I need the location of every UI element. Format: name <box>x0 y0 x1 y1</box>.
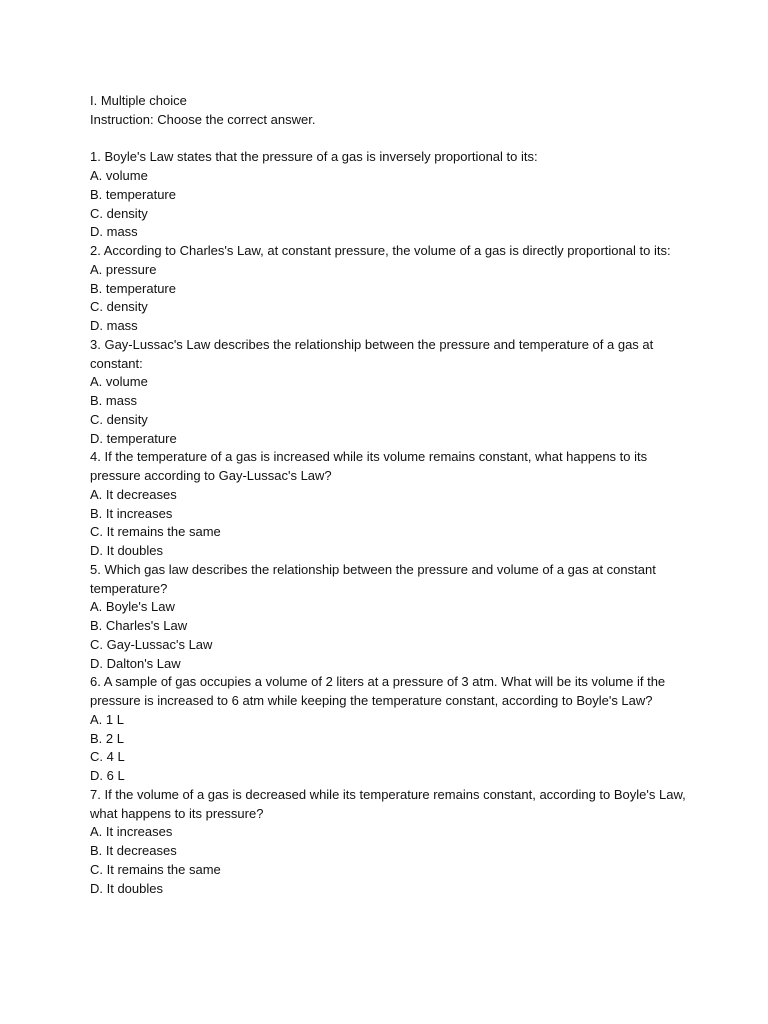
question-text-line: pressure is increased to 6 atm while keeping the temperature constant, according to Boyle's Law? <box>90 693 653 708</box>
question-text-line: 2. According to Charles's Law, at constant pressure, the volume of a gas is directly proportional to its: <box>90 243 671 258</box>
answer-option-a: A. pressure <box>90 261 157 277</box>
answer-option-b: B. 2 L <box>90 730 124 746</box>
answer-option-b: B. temperature <box>90 280 176 296</box>
answer-option-d: D. temperature <box>90 430 177 446</box>
question-text-line: 7. If the volume of a gas is decreased while its temperature remains constant, according to Boyle's Law, <box>90 786 686 802</box>
question-text-line: pressure according to Gay-Lussac's Law? <box>90 468 332 483</box>
answer-option-d: D. mass <box>90 318 138 333</box>
question-5 <box>90 561 690 674</box>
answer-option-d: D. It doubles <box>90 543 163 558</box>
question-text-line: 5. Which gas law describes the relationship between the pressure and volume of a gas at constant <box>90 561 656 577</box>
answer-option-c: C. It remains the same <box>90 861 221 877</box>
question-text-line: 3. Gay-Lussac's Law describes the relationship between the pressure and temperature of a gas at <box>90 336 654 352</box>
question-list <box>90 148 690 898</box>
answer-option-b: B. It increases <box>90 505 173 521</box>
answer-option-c: C. It remains the same <box>90 524 221 540</box>
answer-option-c: C. density <box>90 299 148 315</box>
instruction-text: Instruction: Choose the correct answer. <box>90 111 316 127</box>
question-text <box>90 673 690 711</box>
answer-options <box>90 261 690 336</box>
answer-option-a: A. volume <box>90 374 148 390</box>
answer-options <box>90 598 690 673</box>
answer-option-d: D. Dalton's Law <box>90 655 181 671</box>
answer-option-d: D. mass <box>90 224 138 240</box>
question-text-line: what happens to its pressure? <box>90 805 264 821</box>
question-1 <box>90 148 690 242</box>
question-text-line: temperature? <box>90 580 168 596</box>
answer-options <box>90 823 690 898</box>
answer-options <box>90 167 690 242</box>
answer-option-a: A. Boyle's Law <box>90 599 175 615</box>
document-content <box>90 92 690 898</box>
answer-options <box>90 373 690 448</box>
answer-option-b: B. mass <box>90 393 137 408</box>
answer-option-b: B. temperature <box>90 186 176 202</box>
section-title: I. Multiple choice <box>90 93 187 108</box>
question-3 <box>90 336 690 449</box>
question-6 <box>90 673 690 786</box>
question-text <box>90 148 690 167</box>
answer-option-b: B. Charles's Law <box>90 618 188 633</box>
question-text <box>90 242 690 261</box>
question-text <box>90 786 690 824</box>
question-2 <box>90 242 690 336</box>
question-text-line: 1. Boyle's Law states that the pressure of a gas is inversely proportional to its: <box>90 149 538 165</box>
answer-option-d: D. 6 L <box>90 768 125 783</box>
question-text-line: constant: <box>90 355 143 371</box>
answer-option-d: D. It doubles <box>90 880 163 896</box>
question-text <box>90 336 690 374</box>
answer-option-a: A. It decreases <box>90 486 177 502</box>
answer-option-a: A. It increases <box>90 824 173 840</box>
answer-option-c: C. Gay-Lussac's Law <box>90 636 213 652</box>
answer-options <box>90 486 690 561</box>
answer-option-a: A. 1 L <box>90 711 124 727</box>
question-text <box>90 561 690 599</box>
answer-option-a: A. volume <box>90 168 148 183</box>
answer-option-c: C. density <box>90 411 148 427</box>
answer-options <box>90 711 690 786</box>
blank-line <box>90 130 690 149</box>
question-text <box>90 448 690 486</box>
answer-option-b: B. It decreases <box>90 843 177 858</box>
answer-option-c: C. 4 L <box>90 749 125 765</box>
question-text-line: 4. If the temperature of a gas is increased while its volume remains constant, what happens to its <box>90 449 648 465</box>
answer-option-c: C. density <box>90 205 148 221</box>
question-4 <box>90 448 690 561</box>
question-text-line: 6. A sample of gas occupies a volume of 2 liters at a pressure of 3 atm. What will be its volume if the <box>90 674 666 690</box>
question-7 <box>90 786 690 899</box>
